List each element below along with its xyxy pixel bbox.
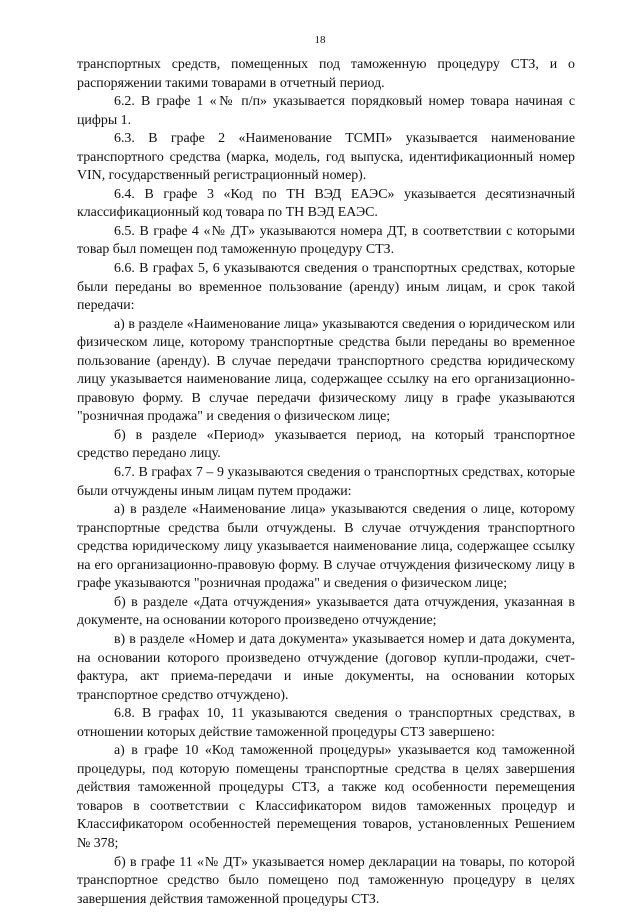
paragraph-6-8-a: а) в графе 10 «Код таможенной процедуры» указывается код таможенной процедуры, под которую помещены транспортные средства в целях завершения действия таможенной процедуры СТЗ, а также код особенности перемещения товаров в соответствии с Классификатором видов таможенных процедур и Классификатором особенностей перемещения товаров, установленных Решением № 378; [77, 743, 575, 851]
document-body [77, 56, 575, 909]
paragraph-6-7-a: а) в разделе «Наименование лица» указываются сведения о лице, которому транспортные средства были отчуждены. В случае отчуждения транспортного средства юридическому лицу указывается наименование лица, содержащее ссылку на его организационно-правовую форму. В случае отчуждения физическому лицу в графе указываются "розничная продажа" и сведения о физическом лице; [77, 502, 575, 592]
page-number: 18 [314, 34, 326, 46]
paragraph-6-7-c: в) в разделе «Номер и дата документа» указывается номер и дата документа, на основании которого произведено отчуждение (договор купли-продажи, счет-фактура, акт приема-передачи и иные документы, на основании которых транспортное средство отчуждено). [77, 631, 575, 703]
paragraph-6-6: 6.6. В графах 5, 6 указываются сведения о транспортных средствах, которые были переданы во временное пользование (аренду) иным лицам, и срок такой передачи: [77, 261, 575, 314]
paragraph-6-8-b: б) в графе 11 «№ ДТ» указывается номер декларации на товары, по которой транспортное средство было помещено под таможенную процедуру в целях завершения действия таможенной процедуры СТЗ. [77, 854, 575, 907]
paragraph-6-7-b: б) в разделе «Дата отчуждения» указывается дата отчуждения, указанная в документе, на основании которого произведено отчуждение; [77, 594, 575, 629]
paragraph-continuation: транспортных средств, помещенных под таможенную процедуру СТЗ, и о распоряжении такими товарами в отчетный период. [77, 57, 575, 91]
paragraph-6-3: 6.3. В графе 2 «Наименование ТСМП» указывается наименование транспортного средства (марка, модель, год выпуска, идентификационный номер VIN, государственный регистрационный номер). [77, 131, 575, 184]
paragraph-6-4: 6.4. В графе 3 «Код по ТН ВЭД ЕАЭС» указывается десятизначный классификационный код товара по ТН ВЭД ЕАЭС. [77, 186, 575, 221]
paragraph-6-7: 6.7. В графах 7 – 9 указываются сведения о транспортных средствах, которые были отчуждены иным лицам путем продажи: [77, 465, 575, 499]
paragraph-6-5: 6.5. В графе 4 «№ ДТ» указываются номера ДТ, в соответствии с которыми товар был помещен под таможенную процедуру СТЗ. [77, 223, 575, 258]
paragraph-6-8: 6.8. В графах 10, 11 указываются сведения о транспортных средствах, в отношении которых действие таможенной процедуры СТЗ завершено: [77, 706, 575, 740]
paragraph-6-2: 6.2. В графе 1 «№ п/п» указывается порядковый номер товара начиная с цифры 1. [77, 94, 575, 128]
paragraph-6-6-b: б) в разделе «Период» указывается период, на который транспортное средство передано лицу. [77, 427, 575, 462]
paragraph-6-6-a: а) в разделе «Наименование лица» указываются сведения о юридическом или физическом лице, которому транспортные средства были переданы во временное пользование (аренду). В случае передачи транспортного средства юридическому лицу указывается наименование лица, содержащее ссылку на его организационно-правовую форму. В случае передачи физическому лицу в графе указываются "розничная продажа" и сведения о физическом лице; [77, 316, 575, 425]
